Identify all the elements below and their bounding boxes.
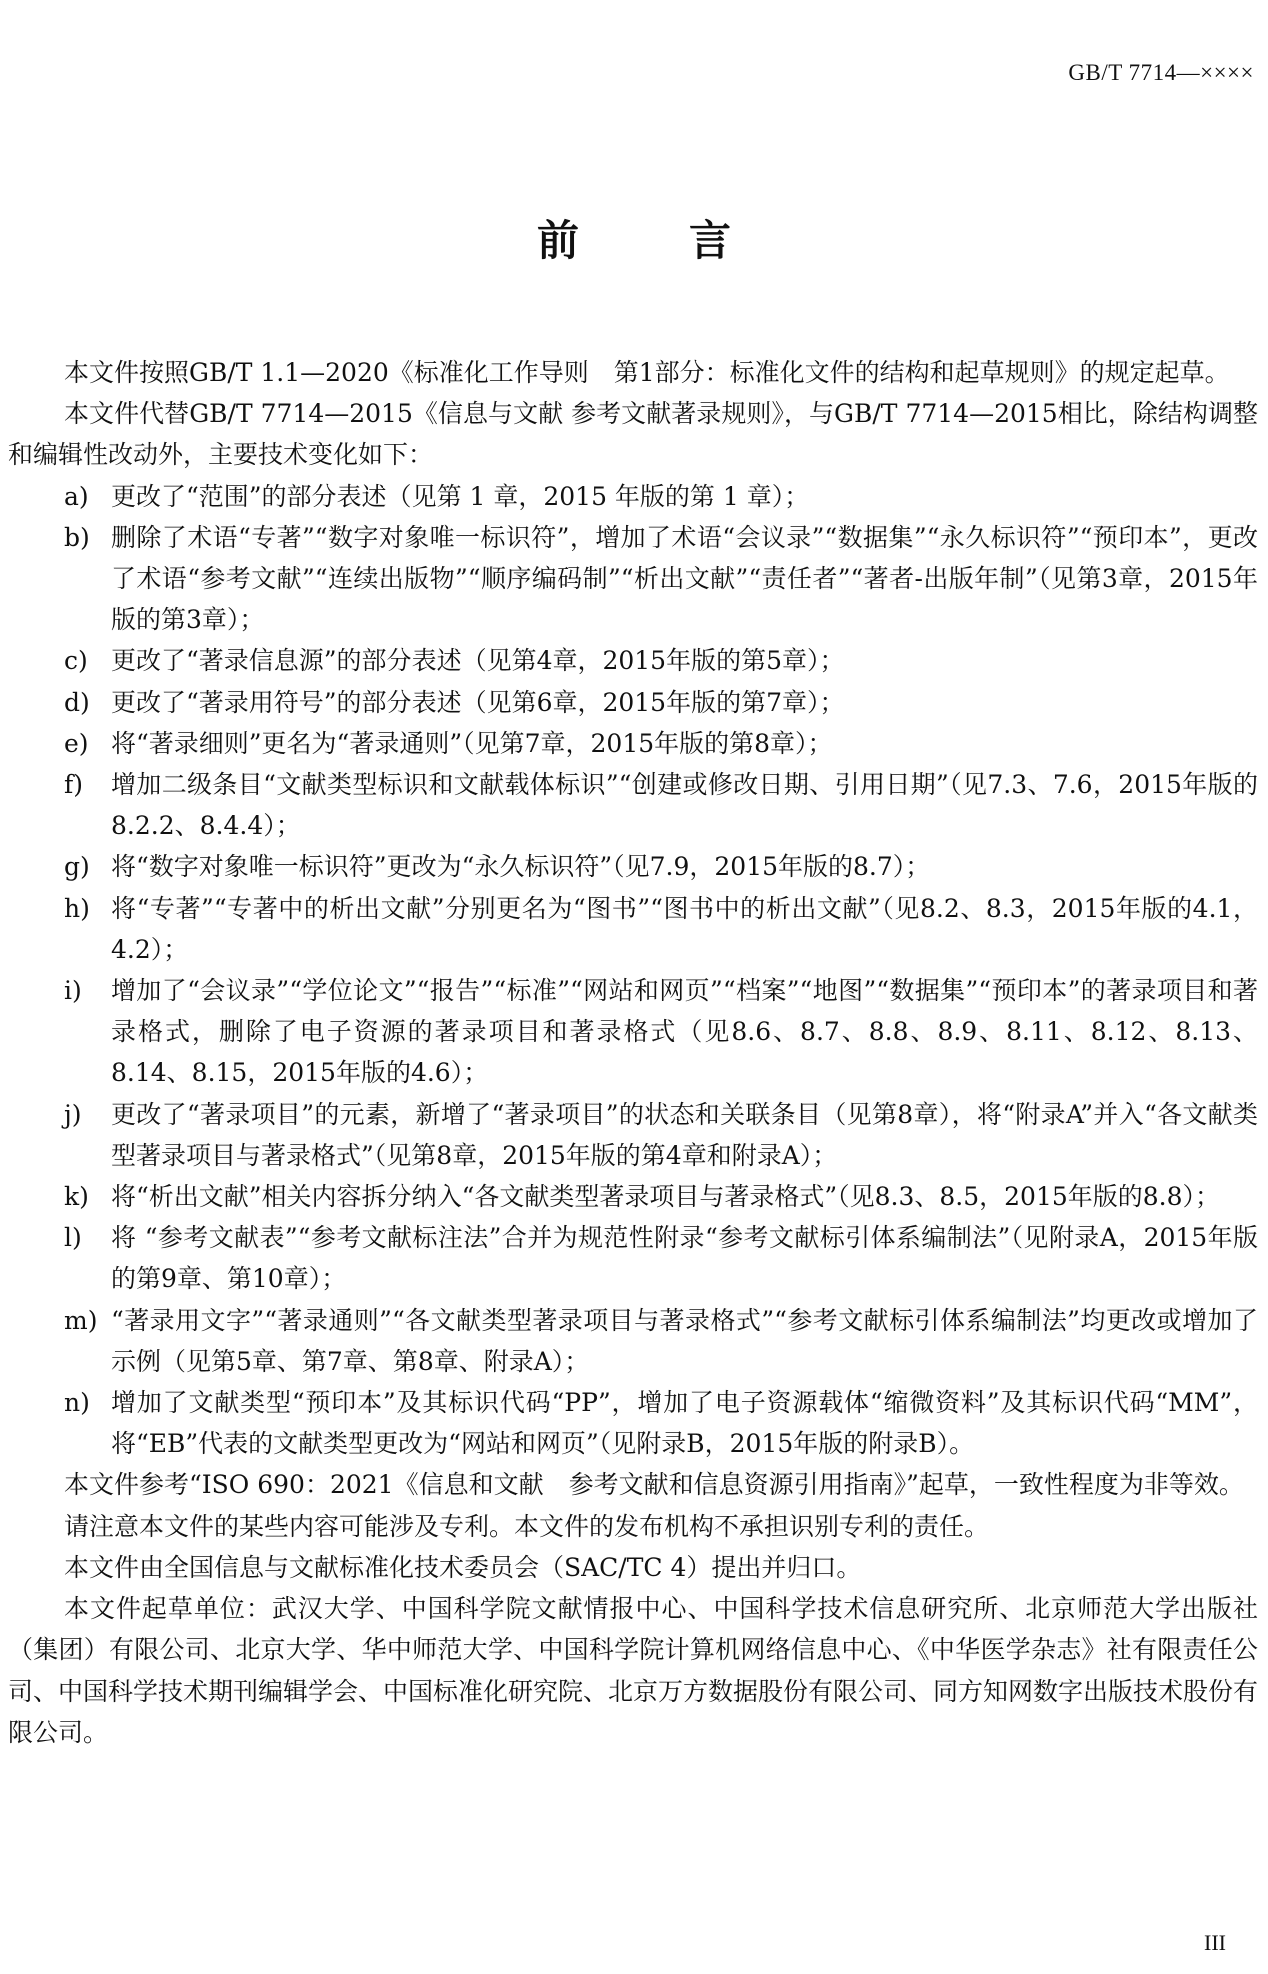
item-text: 增加二级条目“文献类型标识和文献载体标识”“创建或修改日期、引用日期”（见7.3、7.6，2015年版的8.2.2、8.4.4）； (111, 770, 1258, 841)
paragraph: 本文件起草单位：武汉大学、中国科学院文献情报中心、中国科学技术信息研究所、北京师范大学出版社（集团）有限公司、北京大学、华中师范大学、中国科学院计算机网络信息中心、《中华医学杂志》社有限责任公司、中国科学技术期刊编辑学会、中国标准化研究院、北京万方数据股份有限公司、同方知网数字出版技术股份有限公司。 (8, 1594, 1259, 1747)
change-item (8, 1382, 1258, 1464)
item-text: 更改了“范围”的部分表述（见第 1 章，2015 年版的第 1 章）； (111, 481, 810, 511)
item-text: 增加了“会议录”“学位论文”“报告”“标准”“网站和网页”“档案”“地图”“数据集”“预印本”的著录项目和著录格式，删除了电子资源的著录项目和著录格式（见8.6、8.7、8.8、8.9、8.11、8.12、8.13、8.14、8.15，2015年版的4.6）； (111, 976, 1258, 1088)
paragraph: 本文件按照GB/T 1.1—2020《标准化工作导则 第1部分：标准化文件的结构和起草规则》的规定起草。 (64, 358, 1230, 387)
item-label: e) (64, 728, 89, 758)
item-label: b) (64, 522, 90, 552)
item-label: n) (64, 1388, 90, 1418)
item-text: 将“专著”“专著中的析出文献”分别更名为“图书”“图书中的析出文献”（见8.2、8.3，2015年版的4.1，4.2）； (111, 893, 1258, 964)
paragraph: 请注意本文件的某些内容可能涉及专利。本文件的发布机构不承担识别专利的责任。 (64, 1511, 990, 1541)
paragraph: 本文件由全国信息与文献标准化技术委员会（SAC/TC 4）提出并归口。 (64, 1552, 862, 1582)
change-item (8, 723, 1258, 764)
page-number: III (1204, 1930, 1226, 1955)
change-item (8, 682, 1258, 723)
paragraph: 本文件代替GB/T 7714—2015《信息与文献 参考文献著录规则》，与GB/T 7714—2015相比，除结构调整和编辑性改动外，主要技术变化如下： (8, 399, 1258, 470)
item-label: m) (64, 1305, 98, 1335)
change-item (8, 1300, 1258, 1382)
paragraph: 本文件参考“ISO 690：2021《信息和文献 参考文献和信息资源引用指南》”起草，一致性程度为非等效。 (64, 1470, 1244, 1500)
item-text: 将“著录细则”更名为“著录通则”（见第7章，2015年版的第8章）； (111, 728, 833, 758)
item-text: 更改了“著录信息源”的部分表述（见第4章，2015年版的第5章）； (111, 646, 845, 676)
page-title: 前言 (536, 216, 841, 265)
change-item (8, 764, 1258, 846)
item-text: “著录用文字”“著录通则”“各文献类型著录项目与著录格式”“参考文献标引体系编制法”均更改或增加了示例（见第5章、第7章、第8章、附录A）； (111, 1305, 1258, 1376)
item-label: k) (64, 1182, 89, 1212)
item-text: 将“数字对象唯一标识符”更改为“永久标识符”（见7.9，2015年版的8.7）； (111, 852, 931, 882)
item-text: 删除了术语“专著”“数字对象唯一标识符”，增加了术语“会议录”“数据集”“永久标识符”“预印本”，更改了术语“参考文献”“连续出版物”“顺序编码制”“析出文献”“责任者”“著者-出版年制”（见第3章，2015年版的第3章）； (111, 522, 1258, 635)
change-item (8, 846, 1258, 887)
change-item (8, 640, 1258, 681)
item-label: a) (64, 481, 89, 511)
item-text: 更改了“著录用符号”的部分表述（见第6章，2015年版的第7章）； (111, 687, 845, 717)
item-label: h) (64, 893, 90, 923)
item-label: d) (64, 687, 90, 717)
item-text: 将 “参考文献表”“参考文献标注法”合并为规范性附录“参考文献标引体系编制法”（见附录A，2015年版的第9章、第10章）； (111, 1223, 1258, 1294)
foreword-body (8, 352, 1258, 1753)
change-item (8, 1217, 1258, 1299)
item-label: c) (64, 646, 88, 676)
item-label: f) (64, 770, 84, 800)
change-item (8, 1094, 1258, 1176)
item-label: l) (64, 1223, 82, 1253)
item-label: j) (64, 1099, 82, 1129)
change-item (8, 517, 1258, 641)
item-text: 更改了“著录项目”的元素，新增了“著录项目”的状态和关联条目（见第8章），将“附录A”并入“各文献类型著录项目与著录格式”（见第8章，2015年版的第4章和附录A）； (111, 1099, 1258, 1170)
change-item (8, 476, 1258, 517)
item-label: i) (64, 976, 82, 1006)
item-text: 将“析出文献”相关内容拆分纳入“各文献类型著录项目与著录格式”（见8.3、8.5，2015年版的8.8）； (111, 1182, 1221, 1212)
change-item (8, 888, 1258, 970)
standard-code-header: GB/T 7714—×××× (1068, 60, 1254, 85)
change-item (8, 1176, 1258, 1217)
item-label: g) (64, 852, 90, 882)
change-item (8, 970, 1258, 1094)
item-text: 增加了文献类型“预印本”及其标识代码“PP”，增加了电子资源载体“缩微资料”及其标识代码“MM”，将“EB”代表的文献类型更改为“网站和网页”（见附录B，2015年版的附录B）。 (111, 1388, 1258, 1459)
